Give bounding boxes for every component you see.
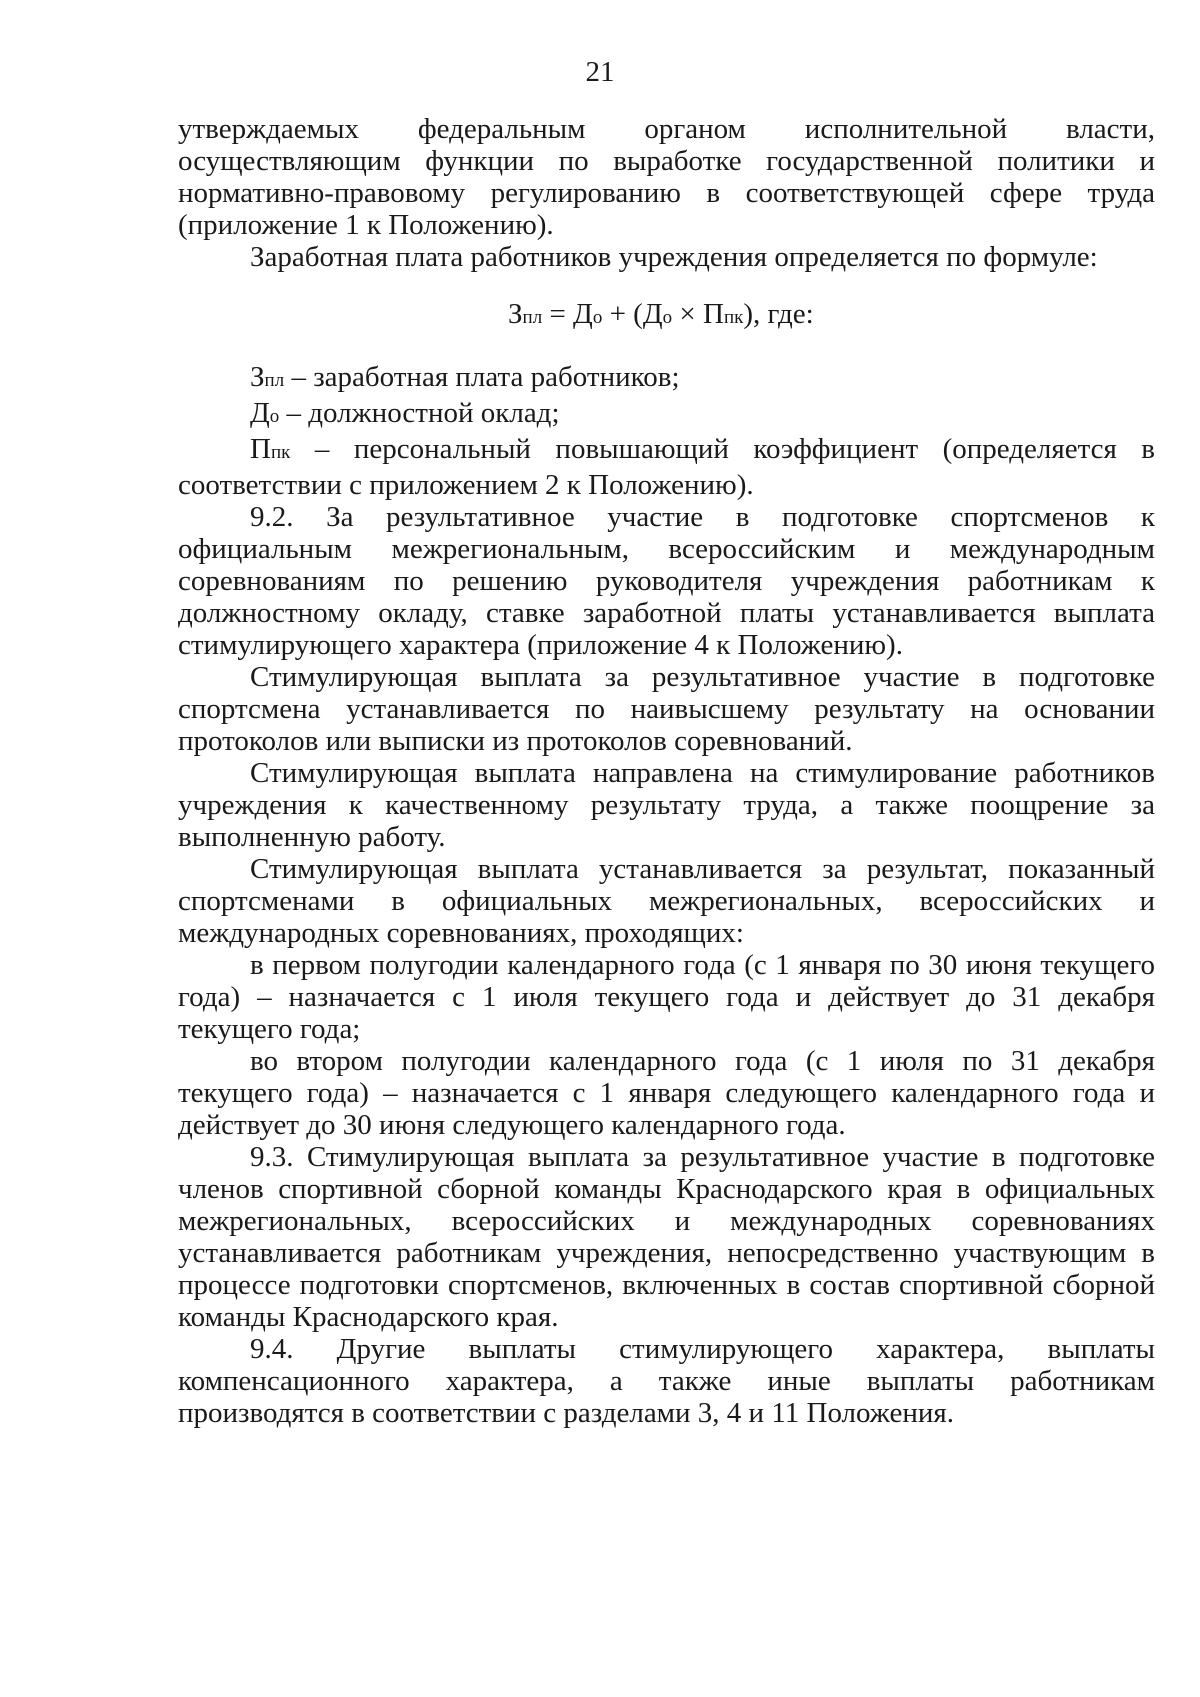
formula-d-sub-2: о (662, 307, 673, 328)
definition-base-salary-text: – должностной оклад; (279, 397, 560, 429)
definition-coefficient-symbol: П (250, 433, 271, 465)
definition-coefficient-sub: пк (270, 442, 291, 463)
paragraph-stimulus-basis: Стимулирующая выплата за результативное участие в подготовке спортсмена устанавливается по наивысшему результату на основании протоколов или выписки из протоколов соревнований. (178, 661, 1155, 757)
paragraph-9-4: 9.4. Другие выплаты стимулирующего характера, выплаты компенсационного характера, а также иные выплаты работникам производятся в соответствии с разделами 3, 4 и 11 Положения. (178, 1333, 1155, 1429)
paragraph-first-half-year: в первом полугодии календарного года (с 1 января по 30 июня текущего года) – назначается с 1 июля текущего года и действует до 31 декабря текущего года; (178, 949, 1155, 1045)
paragraph-continuation: утверждаемых федеральным органом исполнительной власти, осуществляющим функции по выработке государственной политики и нормативно-правовому регулированию в соответствующей сфере труда (приложение 1 к Положению). (178, 113, 1155, 241)
definition-base-salary-symbol: Д (250, 397, 270, 429)
paragraph-9-2: 9.2. За результативное участие в подготовке спортсменов к официальным межрегиональным, всероссийским и международным соревнованиям по решению руководителя учреждения работникам к должностному окладу, ставке заработной платы устанавливается выплата стимулирующего характера (приложение 4 к Положению). (178, 501, 1155, 661)
formula-eq: = Д (542, 298, 593, 330)
salary-formula (178, 298, 1155, 334)
paragraph-9-3: 9.3. Стимулирующая выплата за результативное участие в подготовке членов спортивной сборной команды Краснодарского края в официальных межрегиональных, всероссийских и международных соревнованиях устанавливается работникам учреждения, непосредственно участвующим в процессе подготовки спортсменов, включенных в состав спортивной сборной команды Краснодарского края. (178, 1141, 1155, 1333)
definition-salary-sub: пл (264, 370, 285, 391)
definition-salary (178, 361, 1155, 397)
definition-coefficient-text: – персональный повышающий коэффициент (определяется в соответствии с приложением 2 к Положению). (178, 433, 1155, 501)
formula-d-sub: о (592, 307, 603, 328)
formula-p-sub: пк (723, 307, 744, 328)
formula-plus: + (Д (602, 298, 663, 330)
paragraph-stimulus-purpose: Стимулирующая выплата направлена на стимулирование работников учреждения к качественному результату труда, а также поощрение за выполненную работу. (178, 757, 1155, 853)
definition-salary-text: – заработная плата работников; (284, 361, 680, 393)
document-body (178, 113, 1155, 1429)
definition-base-salary-sub: о (269, 406, 280, 427)
formula-tail: ), где: (743, 298, 814, 330)
formula-z-sub: пл (522, 307, 543, 328)
paragraph-formula-intro: Заработная плата работников учреждения определяется по формуле: (250, 241, 1098, 273)
paragraph-second-half-year: во втором полугодии календарного года (с 1 июля по 31 декабря текущего года) – назначается с 1 января следующего календарного года и действует до 30 июня следующего календарного года. (178, 1045, 1155, 1141)
definition-salary-symbol: З (250, 361, 265, 393)
paragraph-stimulus-competitions: Стимулирующая выплата устанавливается за результат, показанный спортсменами в официальных межрегиональных, всероссийских и международных соревнованиях, проходящих: (178, 853, 1155, 949)
definition-coefficient (178, 433, 1155, 501)
definition-base-salary (178, 397, 1155, 433)
formula-times: × П (672, 298, 724, 330)
page-number: 21 (585, 56, 615, 88)
formula-z: З (508, 298, 523, 330)
